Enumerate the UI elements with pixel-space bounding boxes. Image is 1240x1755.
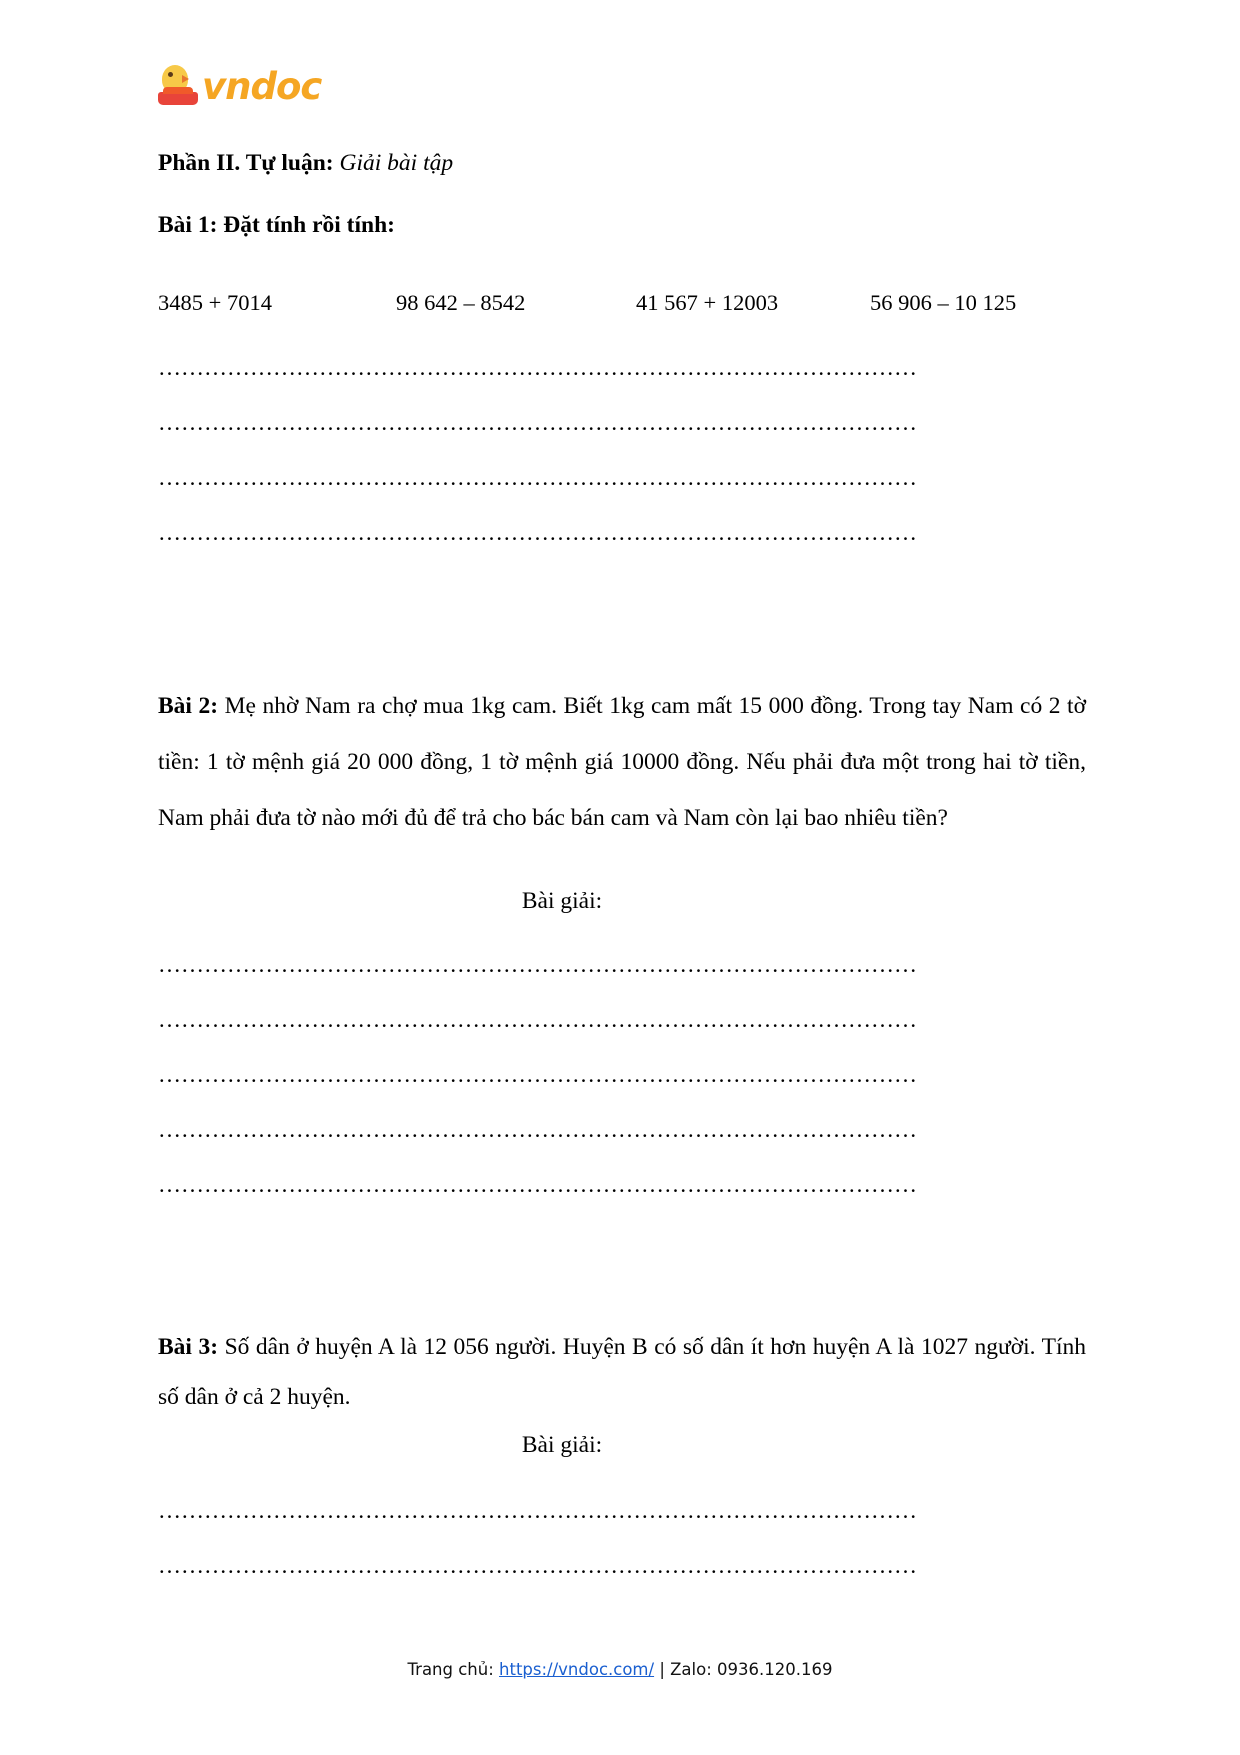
answer-line: ……………………………………………………………………………………… [158, 1117, 917, 1142]
exercise2-solution-label: Bài giải: [521, 888, 603, 914]
answer-line: ……………………………………………………………………………………… [158, 410, 917, 435]
answer-line: ……………………………………………………………………………………… [158, 520, 917, 545]
exercise2-block [158, 678, 1086, 846]
expression-1: 3485 + 7014 [158, 290, 272, 315]
footer-link[interactable]: https://vndoc.com/ [499, 1660, 655, 1679]
exercise3-label: Bài 3: [158, 1334, 219, 1360]
exercise3-text: Số dân ở huyện A là 12 056 người. Huyện B có số dân ít hơn huyện A là 1027 người. Tính số dân ở cả 2 huyện. [158, 1334, 1087, 1410]
footer-suffix: | Zalo: 0936.120.169 [654, 1660, 833, 1679]
exercise1-answer-area [158, 355, 1078, 575]
exercise2-answer-area [158, 952, 1078, 1227]
exercise3-block [158, 1322, 1086, 1422]
expression-2: 98 642 – 8542 [396, 290, 526, 315]
vndoc-bird-icon [158, 65, 198, 107]
exercise1-title: Bài 1: Đặt tính rồi tính: [158, 212, 395, 238]
answer-line: ……………………………………………………………………………………… [158, 1007, 917, 1032]
section-heading-note: Giải bài tập [339, 150, 454, 176]
exercise2-label: Bài 2: [158, 693, 219, 719]
exercise2-solution-label-wrap [158, 888, 1086, 915]
answer-line: ……………………………………………………………………………………… [158, 952, 917, 977]
answer-line: ……………………………………………………………………………………… [158, 1172, 917, 1197]
section-heading [158, 150, 453, 177]
answer-line: ……………………………………………………………………………………… [158, 1062, 917, 1087]
answer-line: ……………………………………………………………………………………… [158, 1553, 917, 1578]
answer-line: ……………………………………………………………………………………… [158, 1498, 917, 1523]
answer-line: ……………………………………………………………………………………… [158, 355, 917, 380]
answer-line: ……………………………………………………………………………………… [158, 465, 917, 490]
expression-3: 41 567 + 12003 [636, 290, 779, 315]
logo-text: vndoc [202, 64, 322, 108]
section-heading-label: Phần II. Tự luận: [158, 150, 334, 176]
exercise3-solution-label: Bài giải: [521, 1432, 603, 1458]
vndoc-logo[interactable] [158, 60, 321, 112]
expression-4: 56 906 – 10 125 [870, 290, 1017, 315]
exercise3-solution-label-wrap [158, 1432, 1086, 1459]
exercise3-answer-area [158, 1498, 1078, 1608]
exercise2-text: Mẹ nhờ Nam ra chợ mua 1kg cam. Biết 1kg cam mất 15 000 đồng. Trong tay Nam có 2 tờ tiền: 1 tờ mệnh giá 20 000 đồng, 1 tờ mệnh giá 10000 đồng. Nếu phải đưa một trong hai tờ tiền, Nam phải đưa tờ nào mới đủ để trả cho bác bán cam và Nam còn lại bao nhiêu tiền? [158, 693, 1086, 831]
page-footer [0, 1660, 1240, 1679]
footer-prefix: Trang chủ: [407, 1660, 500, 1679]
